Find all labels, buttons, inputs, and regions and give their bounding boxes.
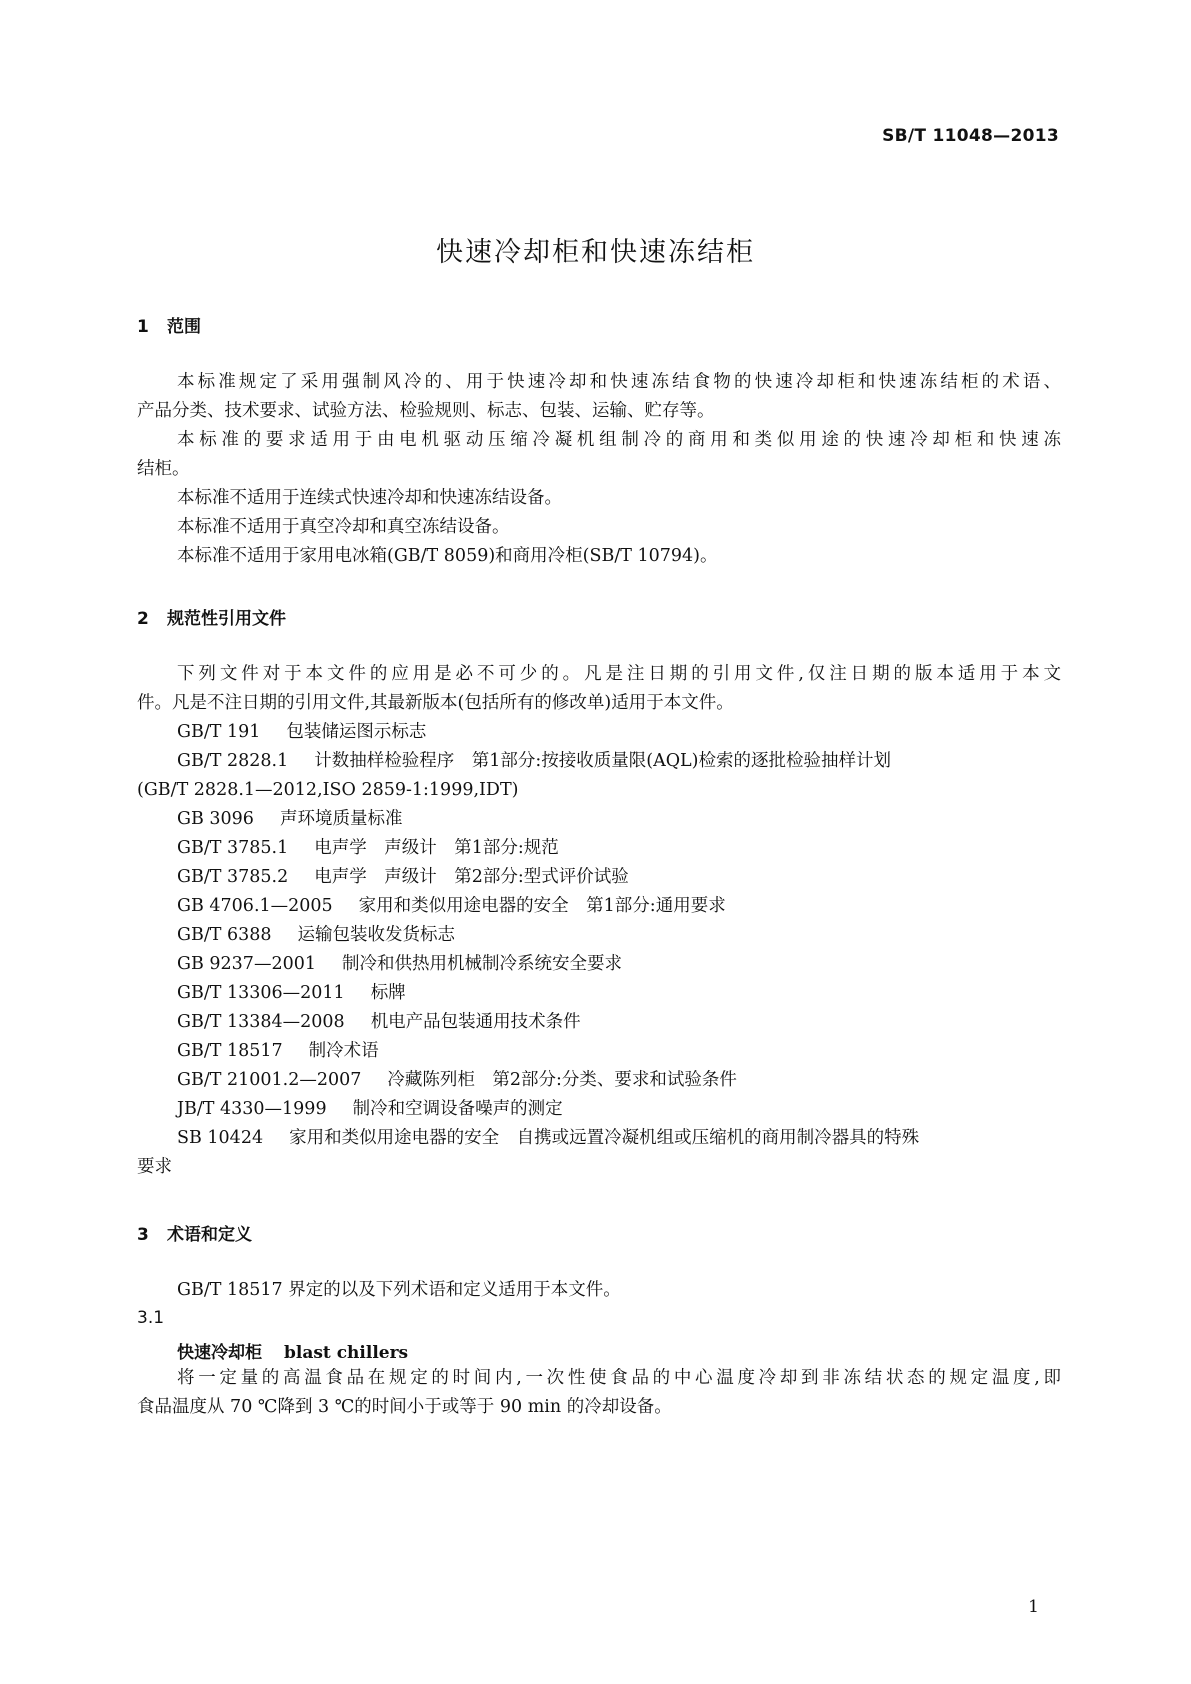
section-2-number: 2 — [137, 609, 149, 629]
reference-continuation: 要求 — [137, 1157, 172, 1177]
reference-item — [177, 1097, 1061, 1121]
s2-intro-line2: 件。凡是不注日期的引用文件,其最新版本(包括所有的修改单)适用于本文件。 — [137, 693, 734, 713]
section-2-title: 规范性引用文件 — [167, 609, 286, 629]
reference-title: 家用和类似用途电器的安全 自携或远置冷凝机组或压缩机的商用制冷器具的特殊 — [289, 1128, 920, 1148]
reference-continuation: (GB/T 2828.1—2012,ISO 2859-1:1999,IDT) — [137, 780, 519, 800]
reference-title: 冷藏陈列柜 第2部分:分类、要求和试验条件 — [387, 1070, 737, 1090]
reference-item — [177, 836, 1061, 860]
reference-title: 家用和类似用途电器的安全 第1部分:通用要求 — [358, 896, 726, 916]
section-3-title: 术语和定义 — [167, 1225, 252, 1245]
reference-item — [177, 807, 1061, 831]
reference-item — [177, 894, 1061, 918]
section-1-title: 范围 — [167, 317, 201, 337]
reference-item — [177, 923, 1061, 947]
reference-title: 制冷和供热用机械制冷系统安全要求 — [341, 954, 622, 974]
term-en: blast chillers — [284, 1343, 409, 1363]
reference-code: GB/T 18517 — [177, 1041, 283, 1061]
term-3-1-definition-line1: 将一定量的高温食品在规定的时间内,一次性使食品的中心温度冷却到非冻结状态的规定温度,即 — [177, 1368, 1061, 1388]
reference-title: 机电产品包装通用技术条件 — [370, 1012, 581, 1032]
s1-p1-line1: 本标准规定了采用强制风冷的、用于快速冷却和快速冻结食物的快速冷却柜和快速冻结柜的术语、 — [177, 372, 1061, 392]
reference-title: 计数抽样检验程序 第1部分:按接收质量限(AQL)检索的逐批检验抽样计划 — [314, 751, 892, 771]
s1-p2-line2: 结柜。 — [137, 459, 190, 479]
section-1-heading — [137, 312, 201, 337]
reference-title: 包装储运图示标志 — [286, 722, 427, 742]
reference-title: 声环境质量标准 — [279, 809, 403, 829]
s1-p3: 本标准不适用于连续式快速冷却和快速冻结设备。 — [177, 488, 562, 508]
reference-item — [177, 1068, 1061, 1092]
s1-p4: 本标准不适用于真空冷却和真空冻结设备。 — [177, 517, 510, 537]
section-3-number: 3 — [137, 1225, 149, 1245]
reference-title: 电声学 声级计 第2部分:型式评价试验 — [314, 867, 629, 887]
section-3-heading — [137, 1220, 252, 1245]
s2-intro-line1: 下列文件对于本文件的应用是必不可少的。凡是注日期的引用文件,仅注日期的版本适用于本文 — [177, 664, 1061, 684]
s3-intro: GB/T 18517 界定的以及下列术语和定义适用于本文件。 — [177, 1280, 621, 1300]
reference-code: GB/T 191 — [177, 722, 261, 742]
reference-code: GB 4706.1—2005 — [177, 896, 333, 916]
reference-code: GB/T 3785.2 — [177, 867, 289, 887]
clause-3-1-number: 3.1 — [137, 1308, 165, 1328]
reference-code: GB/T 21001.2—2007 — [177, 1070, 362, 1090]
reference-item — [177, 1039, 1061, 1063]
reference-item — [177, 749, 1061, 773]
reference-code: GB/T 3785.1 — [177, 838, 289, 858]
reference-title: 电声学 声级计 第1部分:规范 — [314, 838, 559, 858]
reference-code: GB/T 6388 — [177, 925, 272, 945]
s1-p5: 本标准不适用于家用电冰箱(GB/T 8059)和商用冷柜(SB/T 10794)。 — [177, 546, 718, 566]
reference-code: GB 9237—2001 — [177, 954, 316, 974]
reference-code: GB/T 13384—2008 — [177, 1012, 345, 1032]
reference-code: GB 3096 — [177, 809, 254, 829]
reference-item — [177, 952, 1061, 976]
reference-item — [177, 865, 1061, 889]
page-number: 1 — [1028, 1597, 1039, 1617]
reference-code: GB/T 13306—2011 — [177, 983, 345, 1003]
reference-title: 制冷和空调设备噪声的测定 — [352, 1099, 563, 1119]
reference-code: SB 10424 — [177, 1128, 264, 1148]
s1-p1-line2: 产品分类、技术要求、试验方法、检验规则、标志、包装、运输、贮存等。 — [137, 401, 715, 421]
reference-item — [177, 720, 1061, 744]
reference-title: 运输包装收发货标志 — [297, 925, 456, 945]
section-1-number: 1 — [137, 317, 149, 337]
section-2-heading — [137, 604, 286, 629]
s1-p2-line1: 本标准的要求适用于由电机驱动压缩冷凝机组制冷的商用和类似用途的快速冷却柜和快速冻 — [177, 430, 1061, 450]
standard-code: SB/T 11048—2013 — [882, 126, 1059, 146]
reference-item — [177, 1126, 1061, 1150]
reference-code: GB/T 2828.1 — [177, 751, 289, 771]
reference-title: 标牌 — [370, 983, 406, 1003]
reference-item — [177, 981, 1061, 1005]
term-3-1-definition-line2: 食品温度从 70 ℃降到 3 ℃的时间小于或等于 90 min 的冷却设备。 — [137, 1397, 672, 1417]
term-3-1 — [177, 1338, 408, 1363]
term-cn: 快速冷却柜 — [177, 1343, 262, 1363]
reference-title: 制冷术语 — [308, 1041, 379, 1061]
document-title: 快速冷却柜和快速冻结柜 — [436, 237, 755, 268]
reference-code: JB/T 4330—1999 — [177, 1099, 327, 1119]
reference-item — [177, 1010, 1061, 1034]
